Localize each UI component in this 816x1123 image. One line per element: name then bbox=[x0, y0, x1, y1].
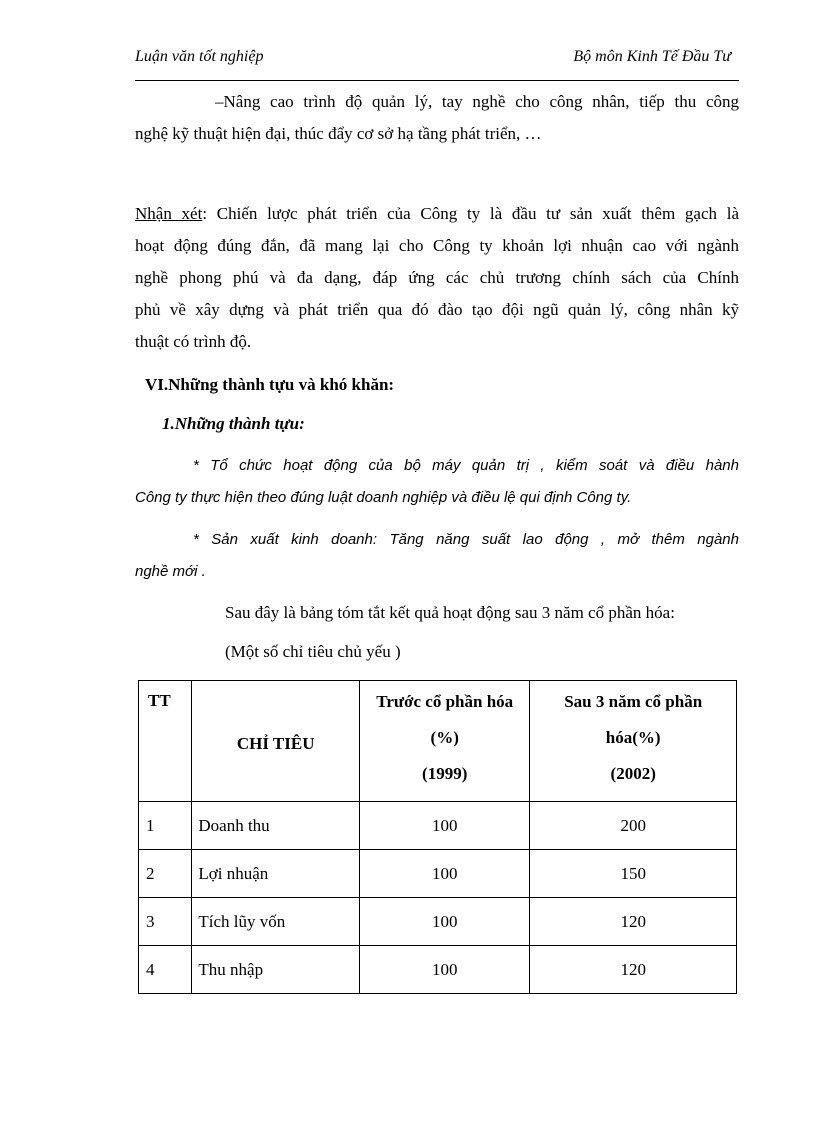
cell-tt: 3 bbox=[139, 898, 192, 946]
remark-label: Nhận xét bbox=[135, 204, 203, 223]
remark-paragraph bbox=[135, 198, 739, 358]
header-before bbox=[360, 681, 530, 802]
section-heading: VI.Những thành tựu và khó khăn: bbox=[145, 375, 395, 394]
table-row bbox=[139, 802, 737, 850]
bullet-1-line-1: * Tổ chức hoạt động của bộ máy quản trị , kiểm soát và điều hành bbox=[193, 457, 739, 474]
cell-after: 120 bbox=[530, 946, 737, 994]
table-row bbox=[139, 850, 737, 898]
cell-before: 100 bbox=[360, 850, 530, 898]
cell-chi-tieu: Lợi nhuận bbox=[192, 850, 360, 898]
table-intro-line-1: Sau đây là bảng tóm tắt kết quả hoạt động sau 3 năm cổ phần hóa: bbox=[225, 603, 675, 622]
table-header-row bbox=[139, 681, 737, 802]
cell-tt: 4 bbox=[139, 946, 192, 994]
cell-chi-tieu: Tích lũy vốn bbox=[192, 898, 360, 946]
remark-line-2: hoạt động đúng đắn, đã mang lại cho Công ty khoản lợi nhuận cao với ngành bbox=[135, 236, 739, 255]
header-before-line-2: (%) bbox=[430, 728, 459, 747]
bullet-2-line-1: * Sản xuất kinh doanh: Tăng năng suất lao động , mở thêm ngành bbox=[193, 531, 739, 548]
remark-line-1 bbox=[135, 198, 739, 230]
remark-line-3: nghề phong phú và đa dạng, đáp ứng các chủ trương chính sách của Chính bbox=[135, 268, 739, 287]
intro-paragraph bbox=[135, 86, 739, 150]
intro-line-1: –Nâng cao trình độ quản lý, tay nghề cho công nhân, tiếp thu công bbox=[215, 92, 739, 111]
cell-before: 100 bbox=[360, 898, 530, 946]
cell-chi-tieu: Thu nhập bbox=[192, 946, 360, 994]
header-after-line-3: (2002) bbox=[610, 764, 656, 783]
remark-line-1-text: : Chiến lược phát triển của Công ty là đầu tư sản xuất thêm gạch là bbox=[202, 204, 739, 223]
table-intro-line-2: (Một số chỉ tiêu chủ yếu ) bbox=[225, 642, 401, 661]
remark-line-5: thuật có trình độ. bbox=[135, 332, 252, 351]
cell-after: 150 bbox=[530, 850, 737, 898]
header-after bbox=[530, 681, 737, 802]
page-header bbox=[135, 48, 739, 81]
cell-after: 200 bbox=[530, 802, 737, 850]
bullet-2 bbox=[135, 524, 739, 588]
subsection-heading: 1.Những thành tựu: bbox=[162, 414, 305, 433]
bullet-1 bbox=[135, 450, 739, 514]
table-row bbox=[139, 946, 737, 994]
cell-tt: 1 bbox=[139, 802, 192, 850]
cell-before: 100 bbox=[360, 946, 530, 994]
cell-before: 100 bbox=[360, 802, 530, 850]
header-tt: TT bbox=[139, 681, 192, 802]
table-row bbox=[139, 898, 737, 946]
header-before-line-1: Trước cổ phần hóa bbox=[376, 692, 514, 711]
header-after-line-1: Sau 3 năm cổ phần bbox=[564, 692, 703, 711]
header-thesis-title: Luận văn tốt nghiệp bbox=[135, 48, 264, 65]
bullet-2-line-2: nghề mới . bbox=[135, 563, 206, 580]
header-before-line-3: (1999) bbox=[422, 764, 468, 783]
results-table bbox=[138, 680, 737, 994]
bullet-1-line-2: Công ty thực hiện theo đúng luật doanh nghiệp và điều lệ qui định Công ty. bbox=[135, 489, 632, 506]
header-after-line-2: hóa(%) bbox=[605, 728, 661, 747]
cell-after: 120 bbox=[530, 898, 737, 946]
intro-line-2: nghệ kỹ thuật hiện đại, thúc đẩy cơ sở hạ tầng phát triển, … bbox=[135, 124, 542, 143]
cell-chi-tieu: Doanh thu bbox=[192, 802, 360, 850]
header-chi-tieu: CHỈ TIÊU bbox=[192, 681, 360, 802]
remark-line-4: phủ về xây dựng và phát triển qua đó đào tạo đội ngũ quản lý, công nhân kỹ bbox=[135, 300, 739, 319]
header-department: Bộ môn Kinh Tế Đầu Tư bbox=[573, 48, 731, 65]
cell-tt: 2 bbox=[139, 850, 192, 898]
